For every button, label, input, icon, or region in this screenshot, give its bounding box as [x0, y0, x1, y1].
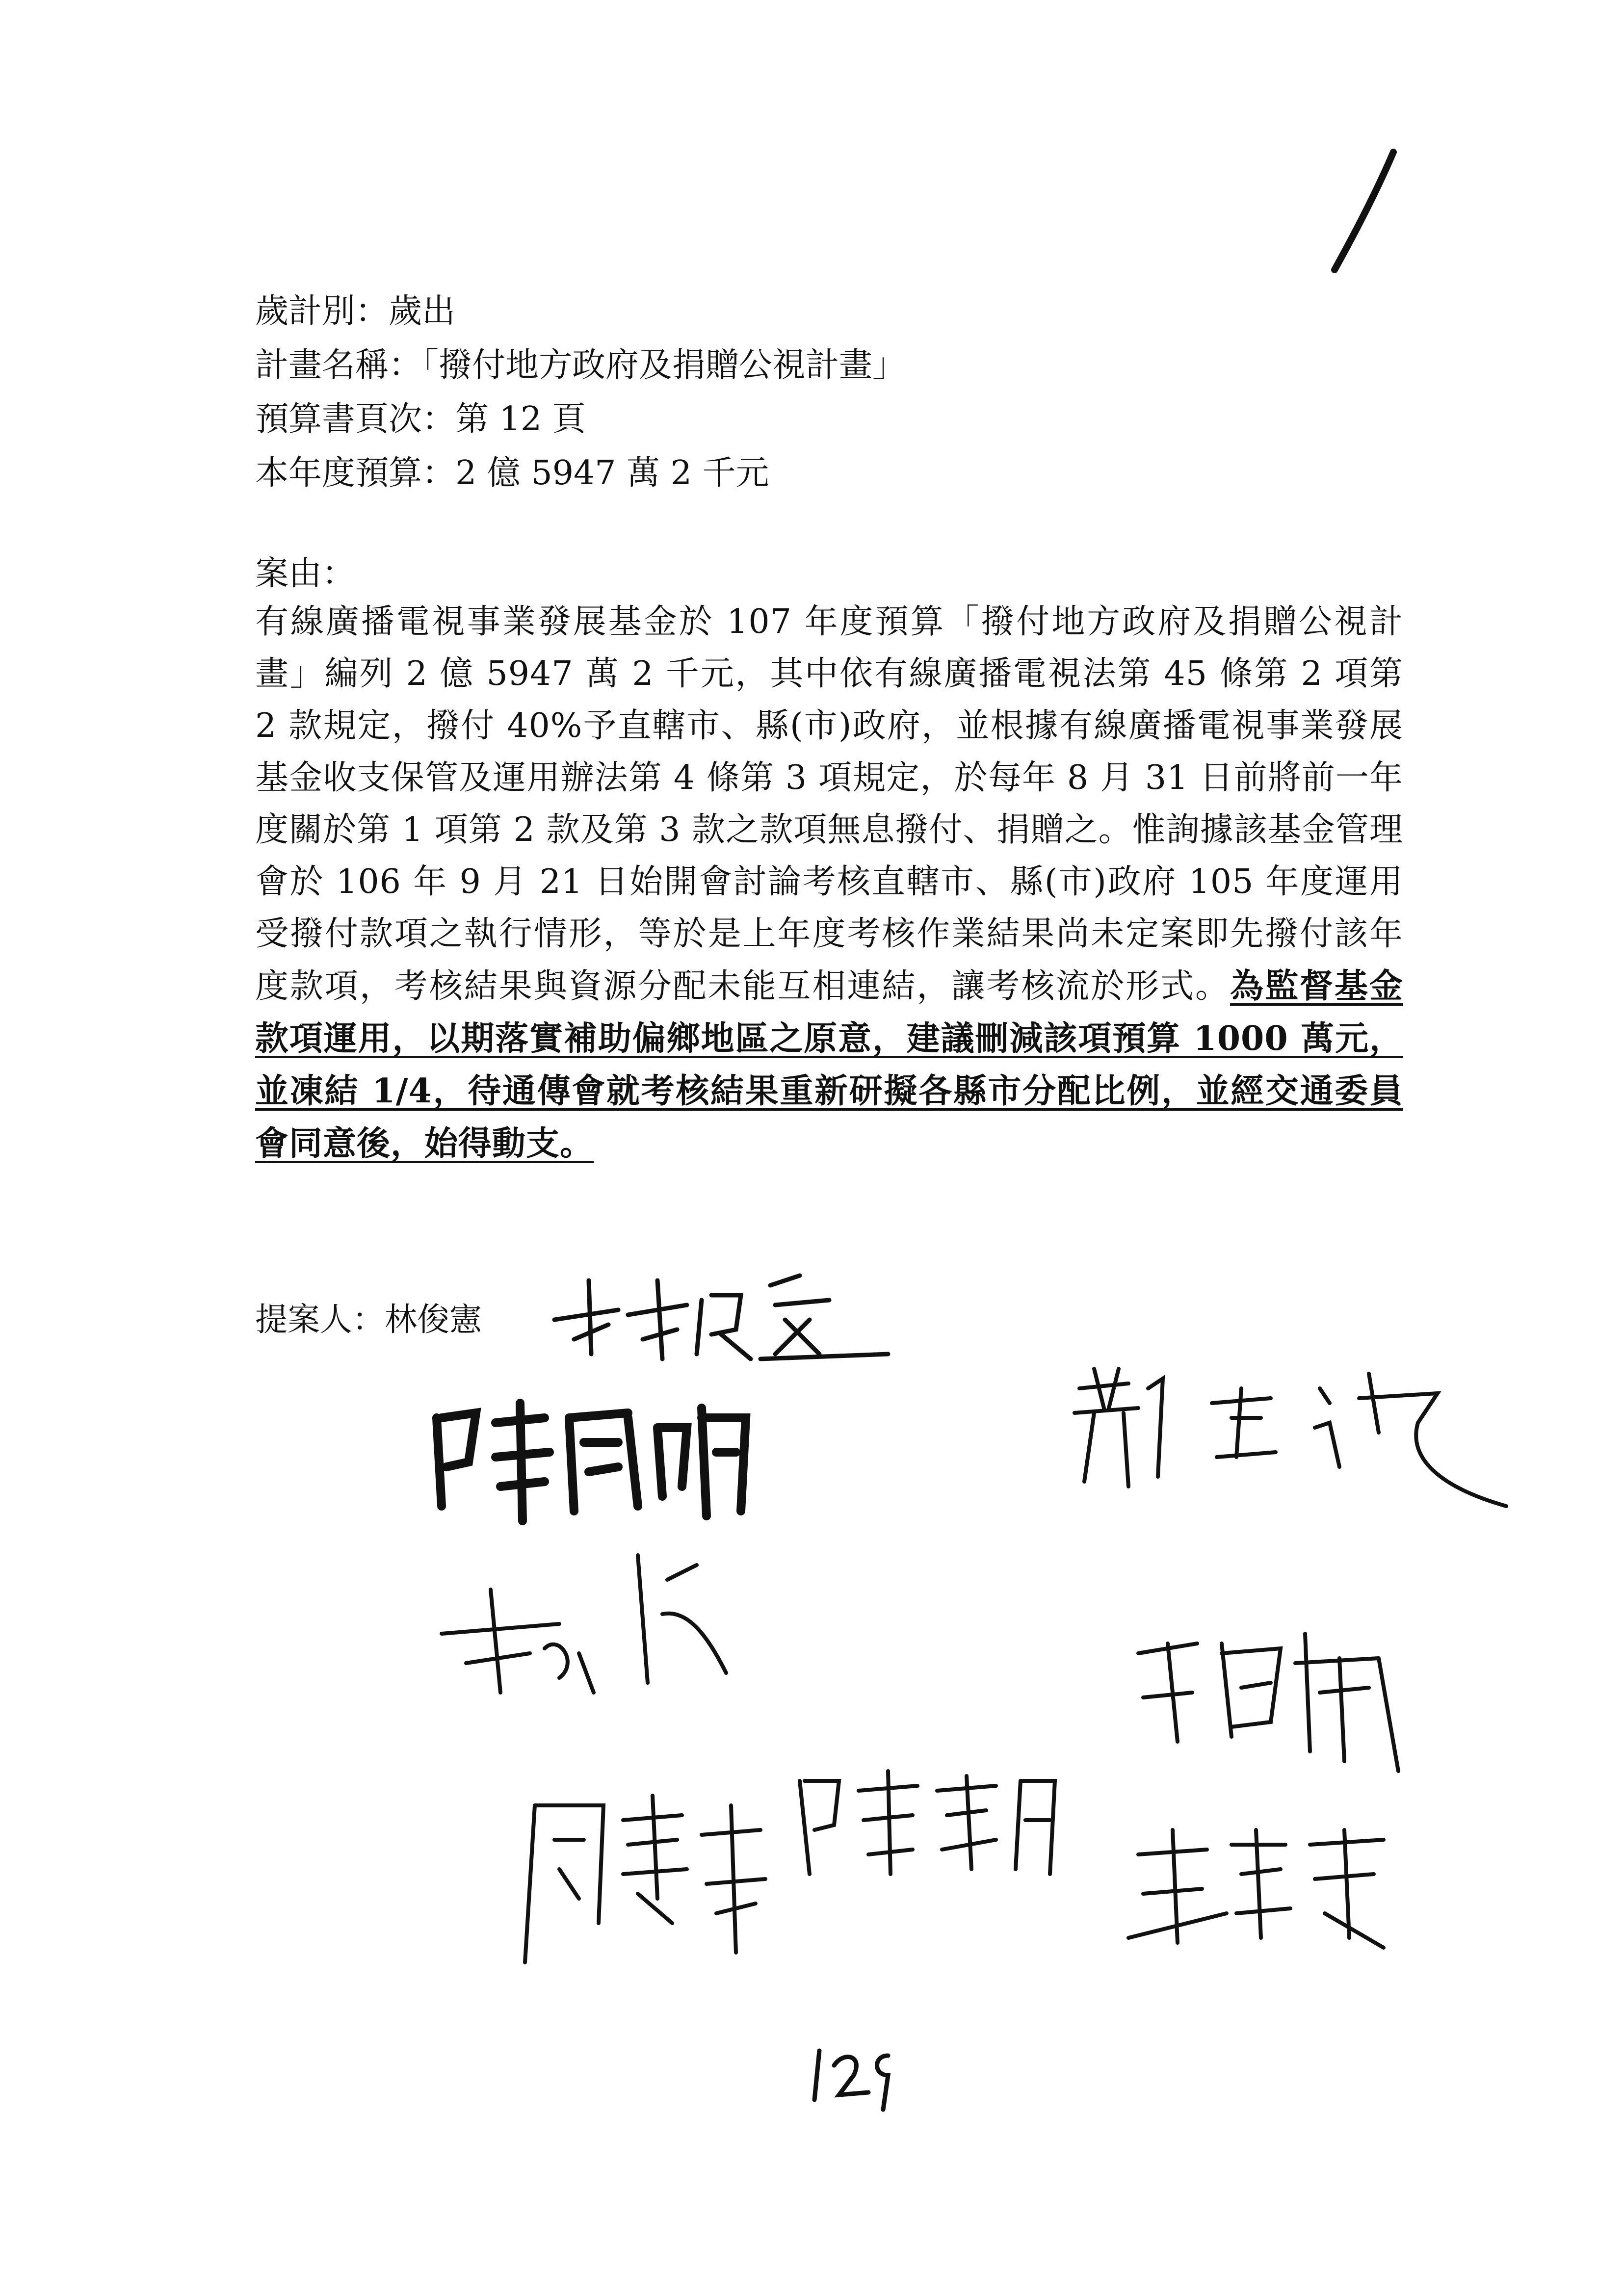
handwritten-page-number [805, 2036, 903, 2114]
reason-text: 有線廣播電視事業發展基金於 107 年度預算「撥付地方政府及捐贈公視計畫」編列 2 億 5947 萬 2 千元，其中依有線廣播電視法第 45 條第 2 項第 2 款規定，撥付 40%予直轄市、縣(市)政府，並根據有線廣播電視事業發展基金收支保管及運用辦法第 4 條第 3 項規定，於每年 8 月 31 日前將前一年度關於第 1 項第 2 款及第 3 款之款項無息撥付、捐贈之。惟詢據該基金管理會於 106 年 9 月 21 日始開會討論考核直轄市、縣(市)政府 105 年度運用受撥付款項之執行情形，等於是上年度考核作業結果尚未定案即先撥付該年度款項，考核結果與資源分配未能互相連結，讓考核流於形式。 [255, 602, 1403, 1006]
proposer-label: 提案人：林俊憲 [255, 1301, 482, 1338]
budget-category: 歲計別：歲出 [255, 292, 456, 331]
signature-chang-liao-wan-chien [1124, 1614, 1428, 1776]
budget-page: 預算書頁次：第 12 頁 [255, 400, 586, 439]
reason-body [255, 596, 1403, 1170]
signature-chen-su-yueh [790, 1761, 1065, 1884]
reason-label: 案由： [255, 554, 356, 593]
signature-chen-ou-po [422, 1388, 775, 1531]
plan-name: 計畫名稱：「撥付地方政府及捐贈公視計畫」 [255, 346, 906, 385]
signature-chou-chun-mi [505, 1776, 780, 1982]
reason-emphasis: 為監督基金款項運用，以期落實補助偏鄉地區之原意，建議刪減該項預算 1000 萬元，並凍結 1/4，待通傳會就考核結果重新研擬各縣市分配比例，並經交通委員會同意後，始得動支。 [255, 966, 1403, 1163]
signature-lin-chun-hsien [545, 1256, 898, 1374]
signature-chao-cheng-yu [1119, 1815, 1403, 1953]
annual-budget: 本年度預算：2 億 5947 萬 2 千元 [255, 454, 769, 493]
handwritten-page-mark [1325, 147, 1403, 275]
signature-li-kun-tse [432, 1536, 824, 1717]
signature-cheng-pao-ching [1065, 1359, 1516, 1565]
